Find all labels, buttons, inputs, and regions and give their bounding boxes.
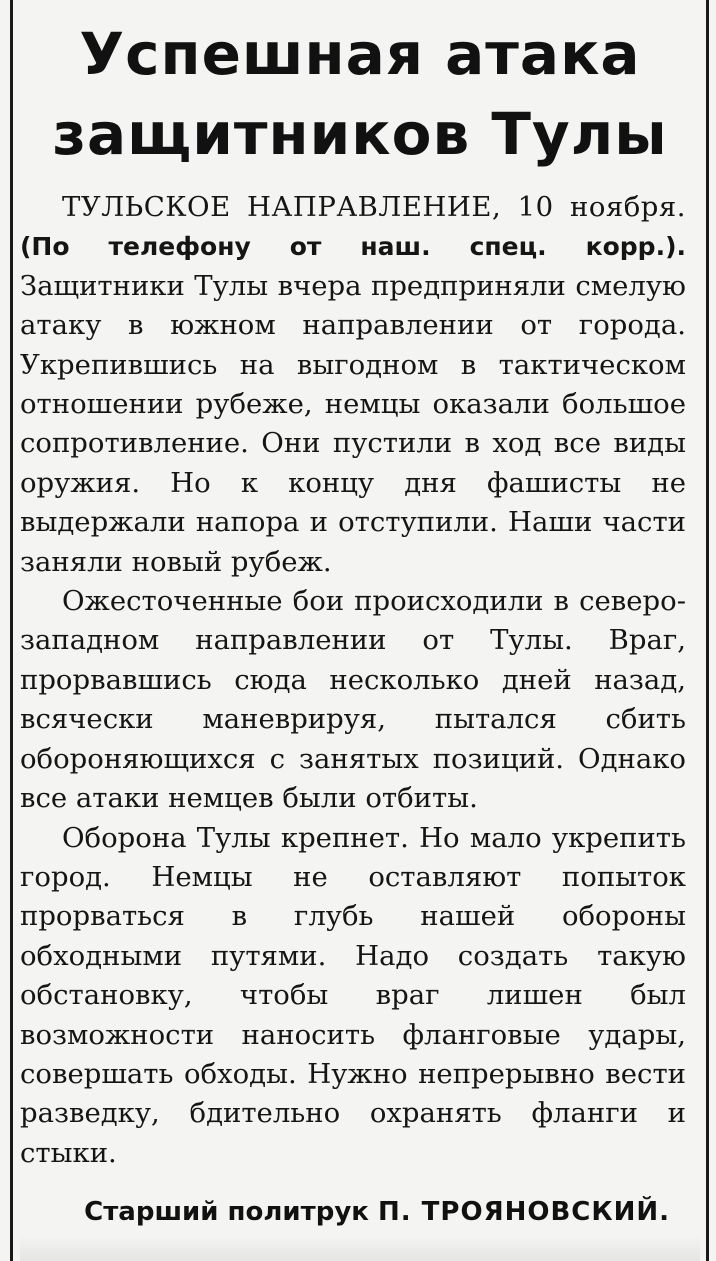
byline-rank: Старший политрук — [84, 1197, 369, 1227]
paragraph-3: Оборона Тулы крепнет. Но мало укрепить город. Немцы не оставляют попыток прорваться в глубь нашей обороны обходными путями. Надо создать такую обстановку, чтобы враг лишен был возможности наносить фланговые удары, совершать обходы. Нужно непрерывно вести разведку, бдительно охранять фланги и стыки. — [20, 821, 686, 1169]
column-rule-left — [10, 0, 13, 1261]
byline-name: П. ТРОЯНОВСКИЙ. — [377, 1197, 670, 1227]
headline — [20, 14, 700, 174]
byline — [20, 1192, 670, 1232]
paragraph-1 — [20, 188, 686, 582]
paragraph-2: Ожесточенные бои происходили в северо-западном направлении от Тулы. Враг, прорвавшись сюда несколько дней назад, всячески маневрируя, пытался сбить обороняющихся с занятых позиций. Однако все атаки немцев были отбиты. — [20, 585, 686, 815]
dateline: ТУЛЬСКОЕ НАПРАВЛЕНИЕ, 10 ноября. — [62, 191, 686, 223]
paragraph-1-text: Защитники Тулы вчера предприняли смелую атаку в южном направлении от города. Укрепившись на выгодном в тактическом отношении рубеже, немцы оказали большое сопротивление. Они пустили в ход все виды оружия. Но к концу дня фашисты не выдержали напора и отступили. Наши части заняли новый рубеж. — [20, 269, 686, 578]
source-note: (По телефону от наш. спец. корр.). — [20, 232, 686, 262]
headline-line-1: Успешная атака — [79, 20, 641, 88]
article-body — [20, 188, 686, 1173]
column-rule-right — [706, 0, 709, 1261]
headline-line-2: защитников Тулы — [52, 100, 668, 168]
print-bleed-strip — [20, 1236, 700, 1261]
